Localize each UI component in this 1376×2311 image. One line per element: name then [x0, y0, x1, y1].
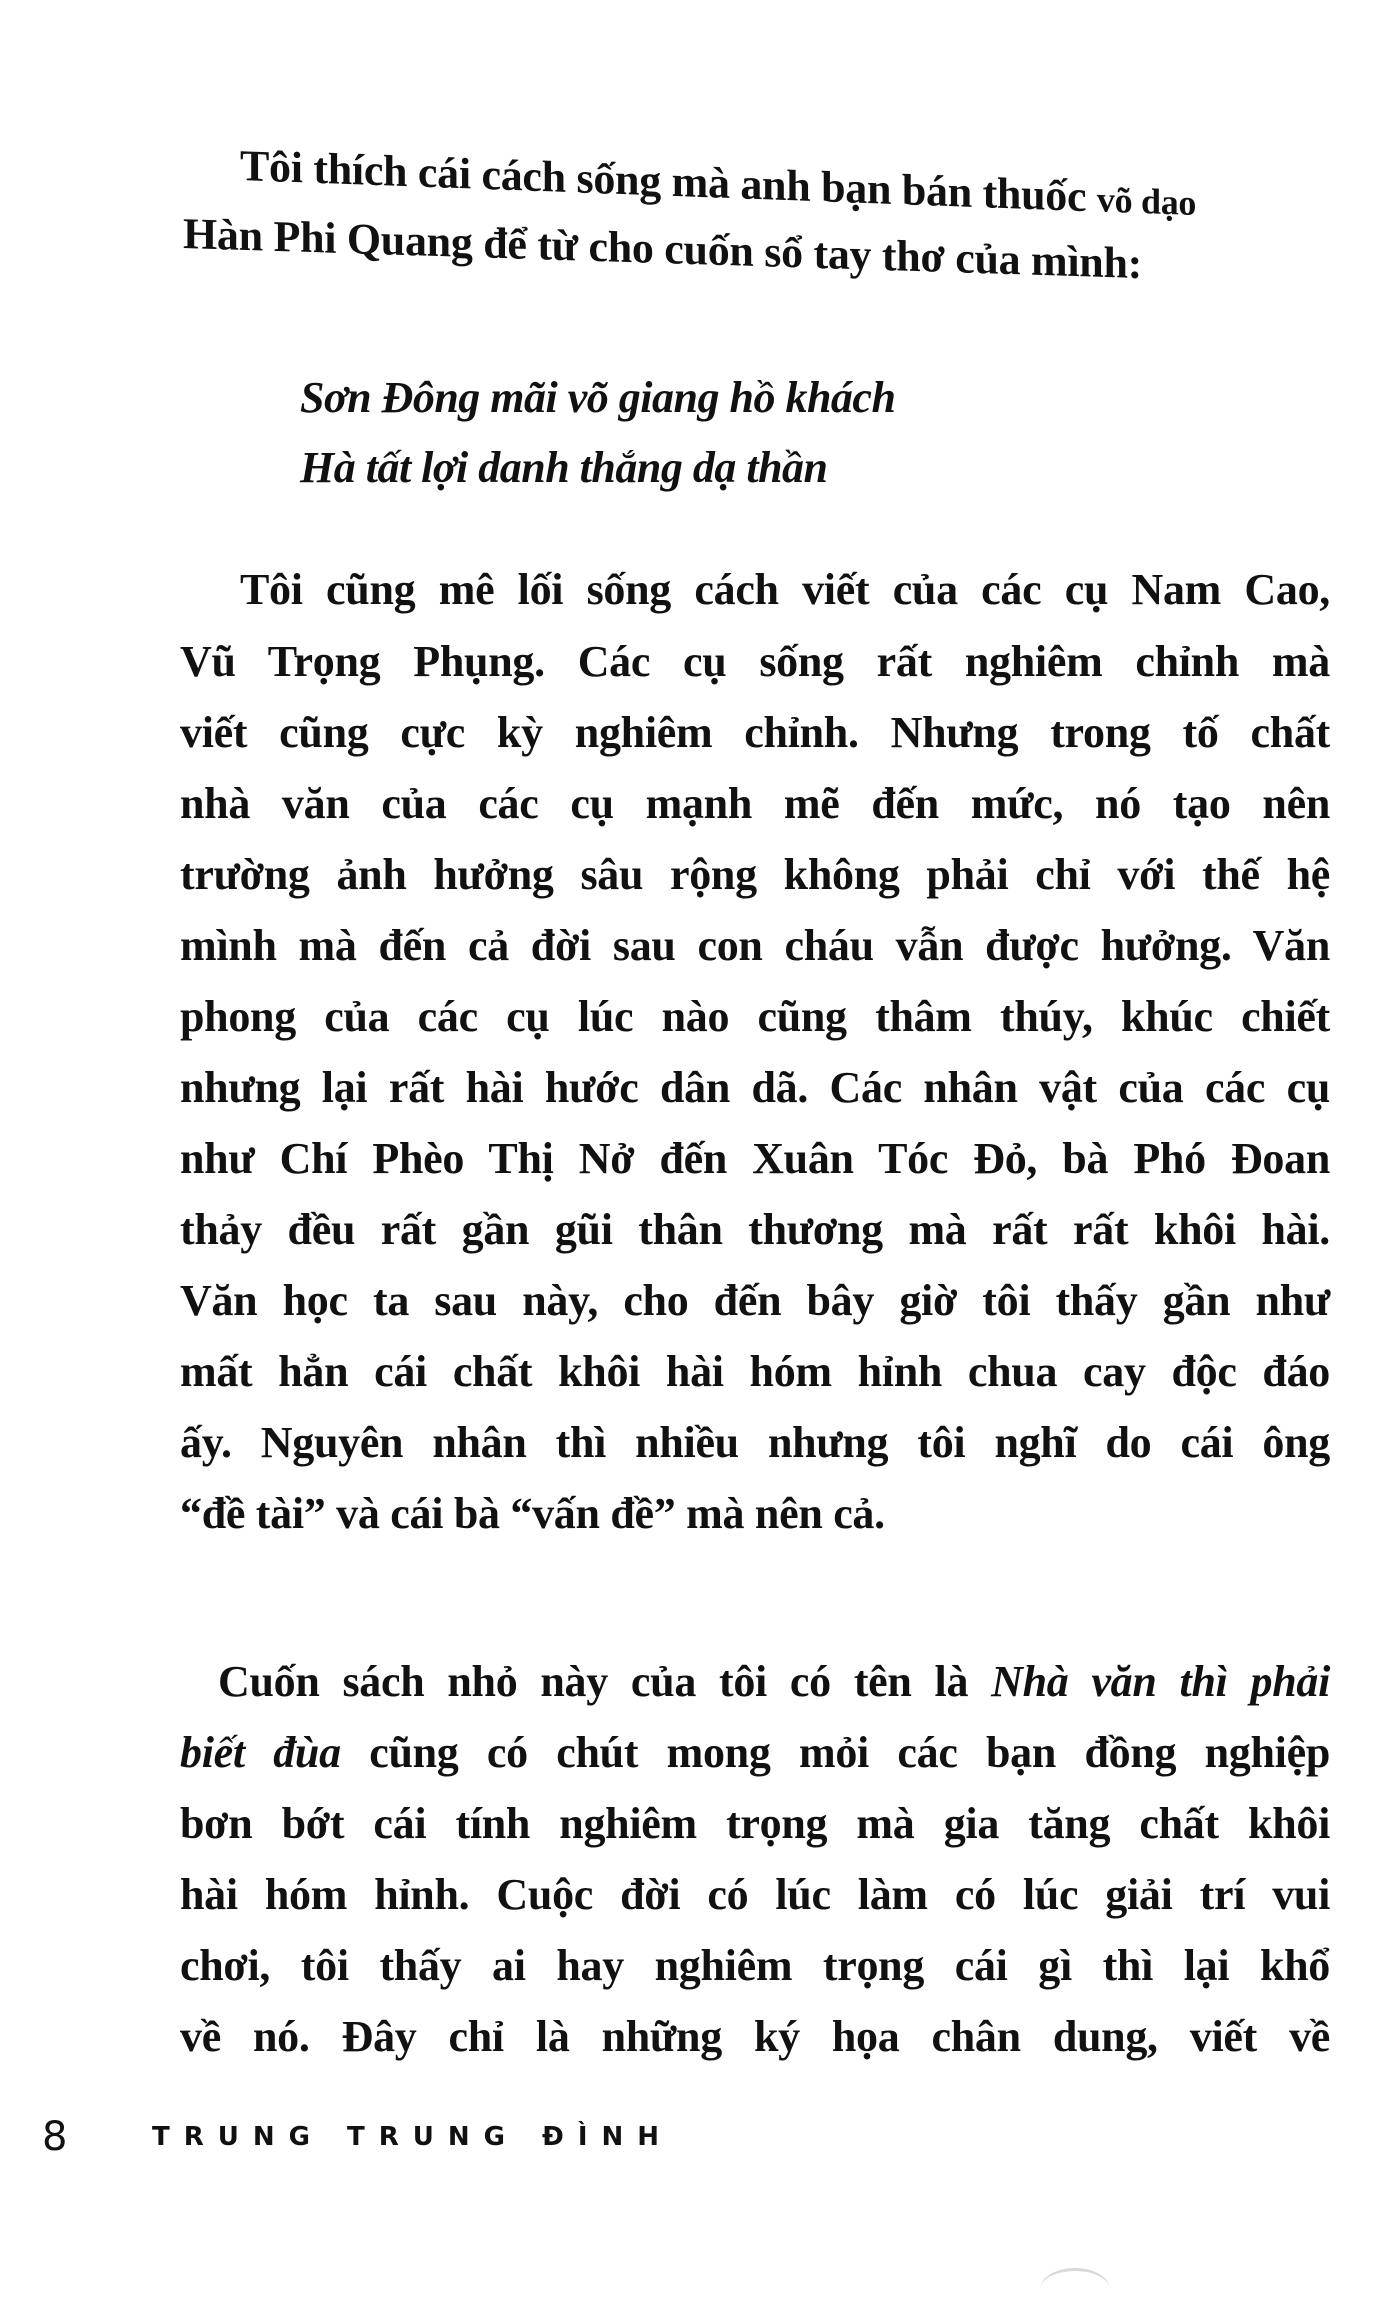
paragraph-3-line-2-text: cũng có chút mong mỏi các bạn đồng nghiệp: [369, 1728, 1330, 1777]
page-number: 8: [42, 2114, 68, 2160]
paragraph-2-line-1: Tôi cũng mê lối sống cách viết của các cụ Nam Cao,: [240, 565, 1330, 614]
paragraph-2-line-9: như Chí Phèo Thị Nở đến Xuân Tóc Đỏ, bà Phó Đoan: [180, 1134, 1330, 1183]
paragraph-3-line-5: chơi, tôi thấy ai hay nghiêm trọng cái gì thì lại khổ: [180, 1941, 1330, 1990]
book-title-part-1: Nhà văn thì phải: [991, 1657, 1330, 1706]
scan-smudge-mark: [1040, 2268, 1110, 2311]
paragraph-2-line-13: ấy. Nguyên nhân thì nhiều nhưng tôi nghĩ do cái ông: [180, 1418, 1330, 1467]
paragraph-2-line-4: nhà văn của các cụ mạnh mẽ đến mức, nó tạo nên: [180, 779, 1330, 828]
paragraph-2-line-5: trường ảnh hưởng sâu rộng không phải chỉ với thế hệ: [180, 850, 1330, 899]
paragraph-3-line-2: [180, 1725, 1330, 1781]
paragraph-1-line-1-tail: võ dạo: [1096, 179, 1197, 224]
paragraph-2-line-7: phong của các cụ lúc nào cũng thâm thúy, khúc chiết: [180, 992, 1330, 1041]
paragraph-3-line-6: về nó. Đây chỉ là những ký họa chân dung, viết về: [180, 2012, 1330, 2061]
paragraph-3-line-4: hài hóm hỉnh. Cuộc đời có lúc làm có lúc giải trí vui: [180, 1870, 1330, 1919]
page-footer: [42, 2112, 673, 2162]
paragraph-1-line-2-text: Hàn Phi Quang để từ cho cuốn sổ tay thơ của mình:: [183, 209, 1142, 289]
paragraph-2-line-10: thảy đều rất gần gũi thân thương mà rất rất khôi hài.: [180, 1205, 1330, 1254]
paragraph-2-line-2: Vũ Trọng Phụng. Các cụ sống rất nghiêm chỉnh mà: [180, 637, 1330, 686]
verse-line-2: Hà tất lợi danh thắng dạ thần: [300, 443, 828, 492]
verse-line-1: Sơn Đông mãi võ giang hồ khách: [300, 373, 896, 422]
running-head-author: TRUNG TRUNG ĐÌNH: [152, 2122, 674, 2152]
paragraph-2-line-11: Văn học ta sau này, cho đến bây giờ tôi thấy gần như: [180, 1276, 1330, 1325]
paragraph-2-line-6: mình mà đến cả đời sau con cháu vẫn được hưởng. Văn: [180, 921, 1330, 970]
paragraph-2-line-14: “đề tài” và cái bà “vấn đề” mà nên cả.: [180, 1489, 885, 1538]
book-title-part-2: biết đùa: [180, 1728, 341, 1777]
paragraph-3-line-1-text: Cuốn sách nhỏ này của tôi có tên là: [218, 1657, 969, 1706]
paragraph-2-line-3: viết cũng cực kỳ nghiêm chỉnh. Nhưng trong tố chất: [180, 708, 1330, 757]
paragraph-2-line-8: nhưng lại rất hài hước dân dã. Các nhân vật của các cụ: [180, 1063, 1330, 1112]
paragraph-2-line-12: mất hẳn cái chất khôi hài hóm hỉnh chua cay độc đáo: [180, 1347, 1330, 1396]
paragraph-1-line-1-text: Tôi thích cái cách sống mà anh bạn bán thuốc: [240, 141, 1087, 222]
paragraph-3-line-3: bơn bớt cái tính nghiêm trọng mà gia tăng chất khôi: [180, 1799, 1330, 1848]
paragraph-3-line-1: [218, 1654, 1330, 1710]
